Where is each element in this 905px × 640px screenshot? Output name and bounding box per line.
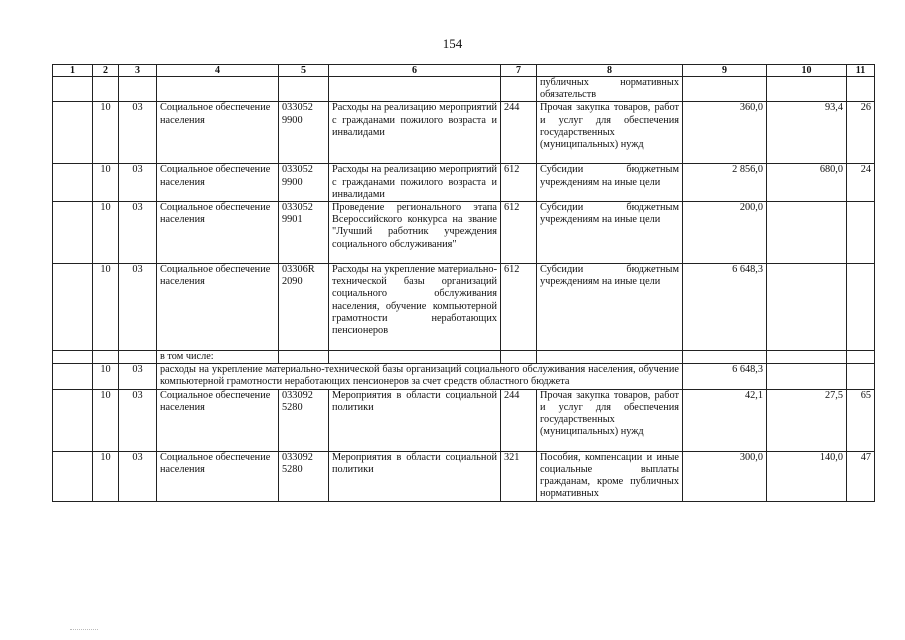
percent-cell (847, 202, 875, 264)
section-name-cell: Социальное обеспечение населения (157, 164, 279, 202)
plan-value-cell: 360,0 (683, 102, 767, 164)
actual-value-cell: 27,5 (767, 389, 847, 451)
section-name-cell: Социальное обеспечение населения (157, 389, 279, 451)
column-header: 6 (329, 65, 501, 77)
expense-code-cell: 244 (501, 102, 537, 164)
section-cell: 10 (93, 164, 119, 202)
column-header: 7 (501, 65, 537, 77)
column-header: 10 (767, 65, 847, 77)
scan-mark (70, 629, 98, 631)
percent-cell: 47 (847, 451, 875, 501)
percent-cell: 24 (847, 164, 875, 202)
section-cell: 10 (93, 451, 119, 501)
column-header: 3 (119, 65, 157, 77)
description-cell: Проведение регионального этапа Всероссийского конкурса на звание "Лучший работник учреждения социального обслуживания" (329, 202, 501, 264)
description-cell: Расходы на реализацию мероприятий с гражданами пожилого возраста и инвалидами (329, 164, 501, 202)
column-header-row (53, 65, 875, 77)
table-row (53, 102, 875, 164)
including-label: в том числе: (157, 351, 279, 364)
table-row (53, 77, 875, 102)
actual-value-cell (767, 364, 847, 389)
section-cell: 10 (93, 364, 119, 389)
section-cell: 10 (93, 202, 119, 264)
column-header: 2 (93, 65, 119, 77)
table-row (53, 351, 875, 364)
expense-code-cell: 612 (501, 264, 537, 351)
actual-value-cell (767, 264, 847, 351)
description-cell: Мероприятия в области социальной политики (329, 451, 501, 501)
target-code-cell: 033052 9900 (279, 164, 329, 202)
column-header: 4 (157, 65, 279, 77)
expense-type-cell: Прочая закупка товаров, работ и услуг для обеспечения государственных (муниципальных) нужд (537, 389, 683, 451)
section-cell: 10 (93, 389, 119, 451)
expense-code-cell: 244 (501, 389, 537, 451)
table-row (53, 264, 875, 351)
table-row (53, 451, 875, 501)
actual-value-cell (767, 202, 847, 264)
actual-value-cell: 140,0 (767, 451, 847, 501)
column-header: 8 (537, 65, 683, 77)
plan-value-cell: 6 648,3 (683, 364, 767, 389)
plan-value-cell: 300,0 (683, 451, 767, 501)
description-cell: Мероприятия в области социальной политики (329, 389, 501, 451)
expense-code-cell: 612 (501, 164, 537, 202)
column-header: 11 (847, 65, 875, 77)
expense-type-cell: Прочая закупка товаров, работ и услуг для обеспечения государственных (муниципальных) нужд (537, 102, 683, 164)
column-header: 5 (279, 65, 329, 77)
plan-value-cell: 2 856,0 (683, 164, 767, 202)
subsection-cell: 03 (119, 164, 157, 202)
subsection-cell: 03 (119, 264, 157, 351)
expense-type-cell: Субсидии бюджетным учреждениям на иные цели (537, 202, 683, 264)
section-name-cell: Социальное обеспечение населения (157, 102, 279, 164)
subsection-cell: 03 (119, 451, 157, 501)
section-name-cell: Социальное обеспечение населения (157, 202, 279, 264)
percent-cell: 65 (847, 389, 875, 451)
page-number: 154 (442, 36, 463, 51)
percent-cell (847, 264, 875, 351)
section-cell: 10 (93, 102, 119, 164)
expense-code-cell: 321 (501, 451, 537, 501)
expense-type-cell: Субсидии бюджетным учреждениям на иные цели (537, 264, 683, 351)
expense-type-cell: публичных нормативных обязательств (537, 77, 683, 102)
table-row (53, 202, 875, 264)
section-name-cell: Социальное обеспечение населения (157, 451, 279, 501)
table-row (53, 364, 875, 389)
budget-table (52, 64, 875, 502)
column-header: 1 (53, 65, 93, 77)
target-code-cell: 033092 5280 (279, 451, 329, 501)
target-code-cell: 033052 9900 (279, 102, 329, 164)
actual-value-cell: 93,4 (767, 102, 847, 164)
column-header: 9 (683, 65, 767, 77)
target-code-cell: 03306R 2090 (279, 264, 329, 351)
actual-value-cell: 680,0 (767, 164, 847, 202)
subsection-cell: 03 (119, 202, 157, 264)
target-code-cell: 033092 5280 (279, 389, 329, 451)
table-row (53, 389, 875, 451)
subsection-cell: 03 (119, 389, 157, 451)
expense-code-cell: 612 (501, 202, 537, 264)
percent-cell: 26 (847, 102, 875, 164)
plan-value-cell: 6 648,3 (683, 264, 767, 351)
subsection-cell: 03 (119, 364, 157, 389)
plan-value-cell: 42,1 (683, 389, 767, 451)
percent-cell (847, 364, 875, 389)
expense-type-cell: Пособия, компенсации и иные социальные выплаты гражданам, кроме публичных нормативных (537, 451, 683, 501)
section-cell: 10 (93, 264, 119, 351)
target-code-cell: 033052 9901 (279, 202, 329, 264)
subsection-cell: 03 (119, 102, 157, 164)
merged-description-cell: расходы на укрепление материально-технической базы организаций социального обслуживания населения, обучение компьютерной грамотности неработающих пенсионеров за счет средств областного бюджета (157, 364, 683, 389)
plan-value-cell: 200,0 (683, 202, 767, 264)
expense-type-cell: Субсидии бюджетным учреждениям на иные цели (537, 164, 683, 202)
table-row (53, 164, 875, 202)
section-name-cell: Социальное обеспечение населения (157, 264, 279, 351)
description-cell: Расходы на реализацию мероприятий с гражданами пожилого возраста и инвалидами (329, 102, 501, 164)
description-cell: Расходы на укрепление материально-технической базы организаций социального обслуживания населения, обучение компьютерной грамотности неработающих пенсионеров (329, 264, 501, 351)
